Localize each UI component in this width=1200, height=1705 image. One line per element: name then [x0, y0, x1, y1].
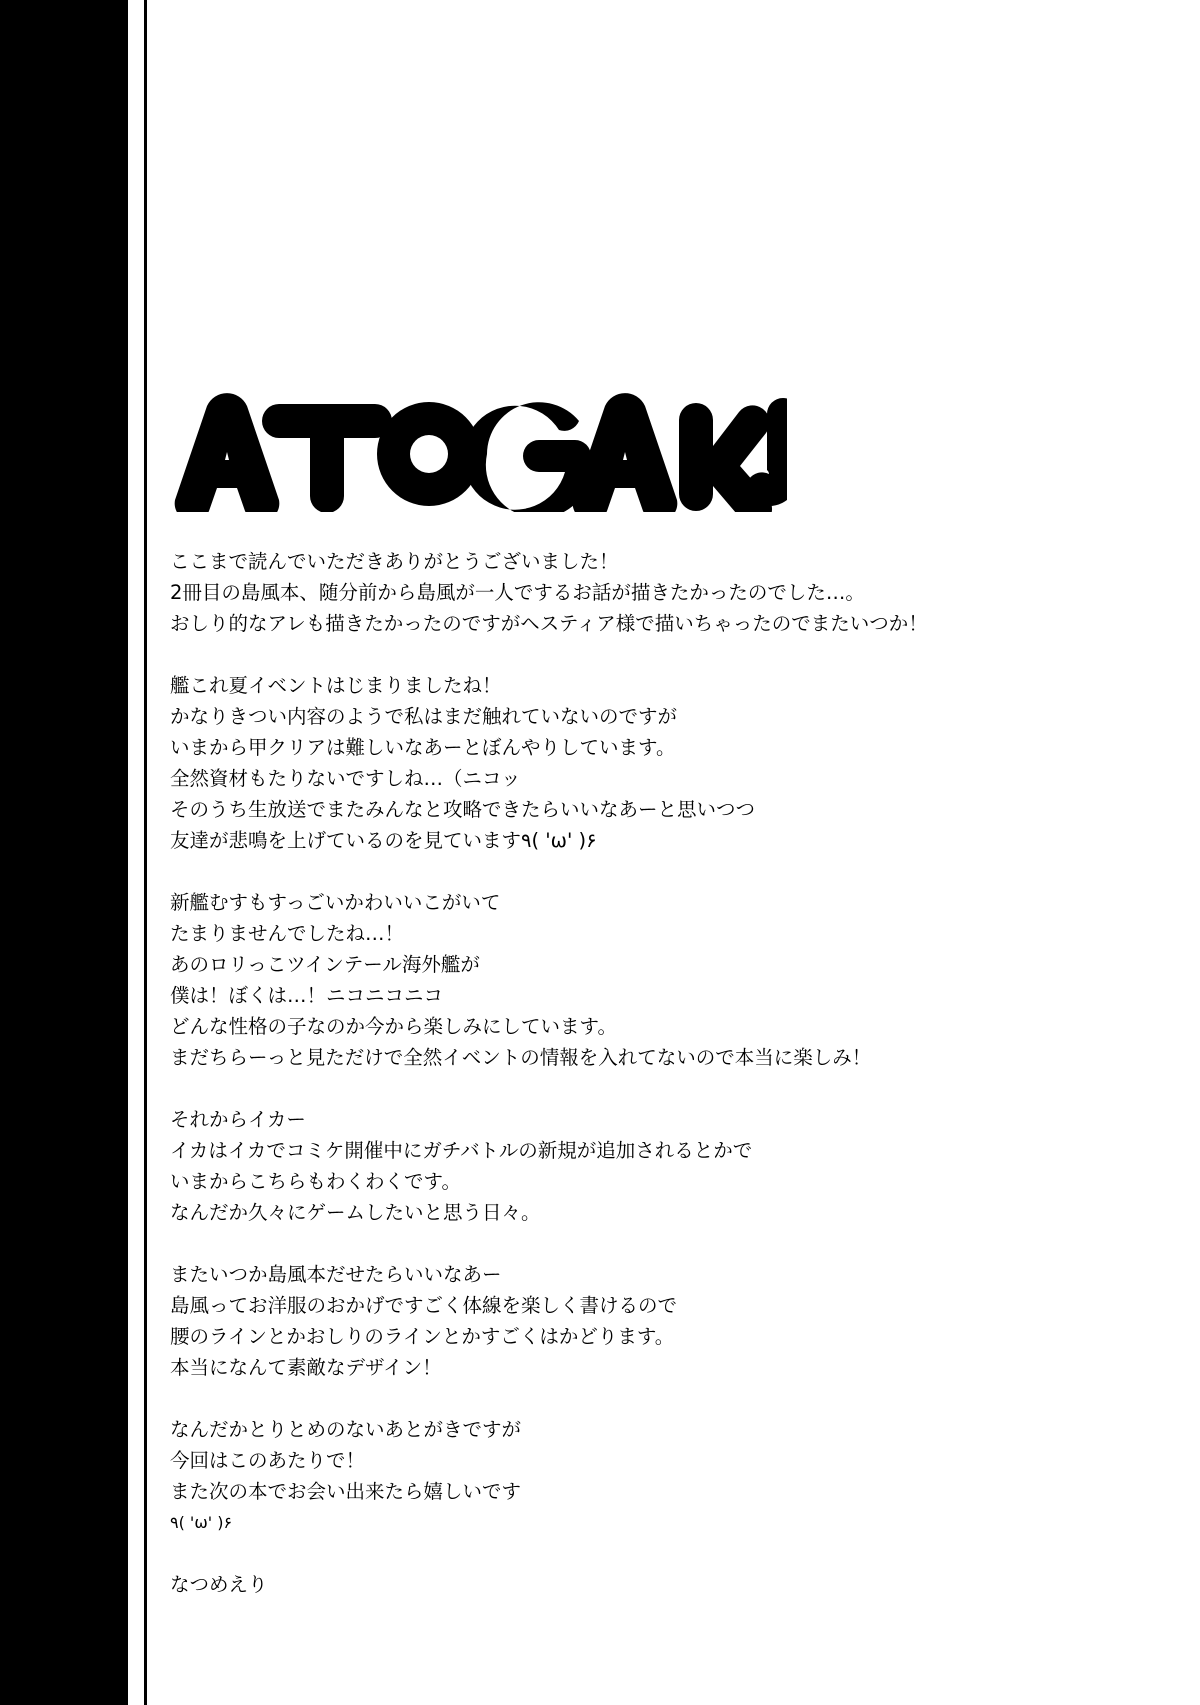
page-gutter-white-strip — [128, 0, 144, 1705]
line: いまから甲クリアは難しいなあーとぼんやりしています。 — [170, 736, 676, 759]
line: また次の本でお会い出来たら嬉しいです — [170, 1480, 522, 1503]
line: それからイカー — [170, 1108, 306, 1131]
page-title — [167, 392, 787, 512]
line: 腰のラインとかおしりのラインとかすごくはかどります。 — [170, 1325, 675, 1348]
line: 新艦むすもすっごいかわいいこがいて — [170, 891, 501, 914]
line: 艦これ夏イベントはじまりましたね！ — [170, 674, 502, 697]
document-page — [147, 0, 1200, 1705]
line: 僕は！ぼくは…！ニコニコニコ — [170, 984, 444, 1007]
paragraph-6 — [170, 1414, 1130, 1538]
line: またいつか島風本だせたらいいなあー — [170, 1263, 502, 1286]
line: 2冊目の島風本、随分前から島風が一人でするお話が描きたかったのでした…。 — [170, 581, 865, 604]
line: いまからこちらもわくわくです。 — [170, 1170, 461, 1193]
line: 今回はこのあたりで！ — [170, 1449, 366, 1472]
line: ここまで読んでいただきありがとうございました！ — [170, 550, 619, 573]
line: どんな性格の子なのか今から楽しみにしています。 — [170, 1015, 617, 1038]
atogaki-wordmark-icon — [167, 392, 787, 512]
line: イカはイカでコミケ開催中にガチバトルの新規が追加されるとかで — [170, 1139, 753, 1162]
line: 本当になんて素敵なデザイン！ — [170, 1356, 442, 1379]
kaomoji: ٩( 'ω' )۶ — [170, 1513, 233, 1532]
paragraph-1 — [170, 546, 1130, 639]
paragraph-2 — [170, 670, 1130, 856]
paragraph-5 — [170, 1259, 1130, 1383]
page-gutter-black — [0, 0, 128, 1705]
line: そのうち生放送でまたみんなと攻略できたらいいなあーと思いつつ — [170, 798, 756, 821]
line: まだちらーっと見ただけで全然イベントの情報を入れてないので本当に楽しみ！ — [170, 1046, 872, 1069]
paragraph-3 — [170, 887, 1130, 1073]
line: かなりきつい内容のようで私はまだ触れていないのですが — [170, 705, 678, 728]
line: 島風ってお洋服のおかげですごく体線を楽しく書けるので — [170, 1294, 678, 1317]
line: おしり的なアレも描きたかったのですがヘスティア様で描いちゃったのでまたいつか！ — [170, 612, 928, 635]
line: なんだか久々にゲームしたいと思う日々。 — [170, 1201, 541, 1224]
afterword-body — [170, 546, 1130, 1600]
line: なんだかとりとめのないあとがきですが — [170, 1418, 522, 1441]
line: 全然資材もたりないですしね…（ニコッ — [170, 767, 521, 790]
line: たまりませんでしたね…！ — [170, 922, 405, 945]
paragraph-4 — [170, 1104, 1130, 1228]
line: 友達が悲鳴を上げているのを見ています٩( 'ω' )۶ — [170, 829, 597, 852]
author-signature: なつめえり — [170, 1573, 268, 1596]
line: あのロリっこツインテール海外艦が — [170, 953, 480, 976]
